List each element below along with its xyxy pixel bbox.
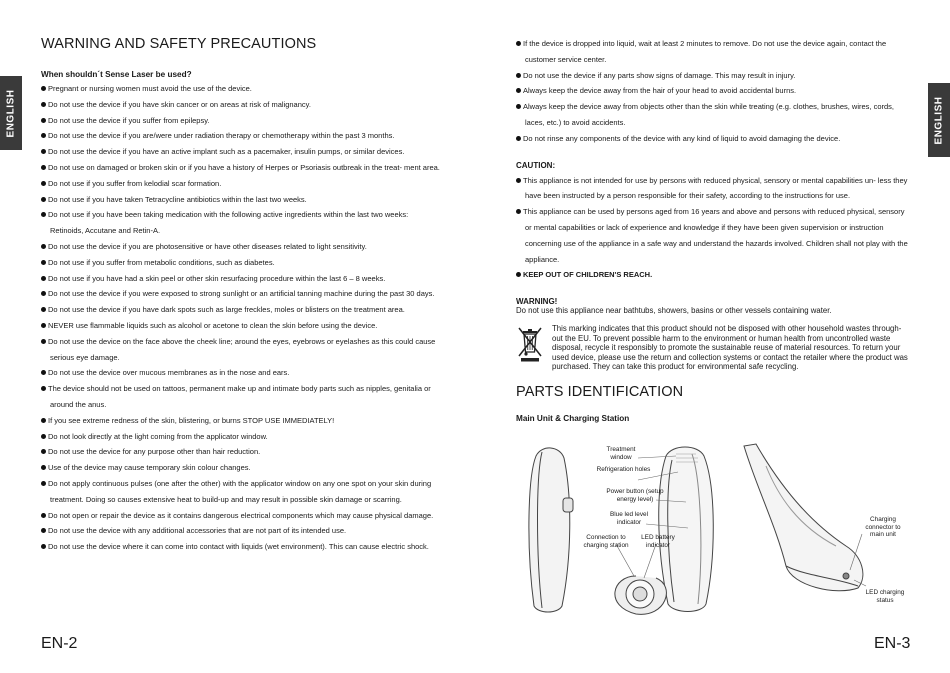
bullet-icon [41,339,46,344]
list-item: Do not open or repair the device as it contains dangerous electrical components which may cause physical damage. [41,508,441,524]
bullet-icon [41,307,46,312]
list-item: NEVER use flammable liquids such as alcohol or acetone to clean the skin before using the device. [41,318,441,334]
page-title-warnings: WARNING AND SAFETY PRECAUTIONS [41,36,317,52]
bullet-icon [41,291,46,296]
warning-text: Do not use this appliance near bathtubs, showers, basins or other vessels containing water. [516,306,832,316]
bullet-icon [41,181,46,186]
parts-illustration [516,436,916,616]
list-item: Do not use on damaged or broken skin or if you have a history of Herpes or Psoriasis outbreak in the treat- ment area. [41,160,441,176]
bullet-icon [41,149,46,154]
list-item: This appliance is not intended for use by persons with reduced physical, sensory or mental capabilities un- less they have been instructed by a person responsible for their safety, according to the instructions for use. [516,173,911,205]
weee-text: This marking indicates that this product should not be disposed with other household wastes through- out the EU. To prevent possible harm to the environment or human health from uncontrolled waste disposal, recycle it responsibly to promote the sustainable reuse of material resources. To return your used device, please use the return and collection systems or contact the retailer where the product was purchased. They can take this product for environmental safe recycling. [552,324,908,372]
list-item: If the device is dropped into liquid, wait at least 2 minutes to remove. Do not use the device again, contact the customer service center. [516,36,911,68]
bullet-icon [41,544,46,549]
bullet-icon [41,370,46,375]
list-item: Do not use the device if any parts show signs of damage. This may result in injury. [516,68,911,84]
bullet-icon [516,73,521,78]
list-item: If you see extreme redness of the skin, blistering, or burns STOP USE IMMEDIATELY! [41,413,441,429]
bullet-icon [41,386,46,391]
bullet-icon [41,323,46,328]
list-item: Do not use if you have been taking medication with the following active ingredients within the last two weeks: Retinoids, Accutane and Retin-A. [41,207,441,239]
list-item: Do not use the device on the face above the cheek line; around the eyes, eyebrows or eyelashes as this could cause serious eye damage. [41,334,441,366]
bullet-icon [41,86,46,91]
list-item: Do not use the device over mucous membranes as in the nose and ears. [41,365,441,381]
warning-list [41,81,441,555]
callout-connection: Connection to charging station [583,534,629,549]
bullet-icon [41,418,46,423]
left-page [41,36,441,555]
bullet-icon [41,481,46,486]
list-item: This appliance can be used by persons aged from 16 years and above and persons with reduced physical, sensory or mental capabilities or lack of experience and knowledge if they have been given supervision or instruction concerning use of the appliance in a safe way and understand the hazards involved. Children shall not play with the appliance. [516,204,911,267]
crossed-out-bin-icon [516,324,544,364]
callout-led-battery: LED battery indicator [641,534,675,549]
callout-blue-led: Blue led level indicator [609,511,648,526]
list-item: Do not rinse any components of the device with any kind of liquid to avoid damaging the device. [516,131,911,147]
list-item: Do not use the device if you are/were under radiation therapy or chemotherapy within the past 3 months. [41,128,441,144]
bullet-icon [41,260,46,265]
bullet-icon [41,513,46,518]
list-item: Do not use the device for any purpose other than hair reduction. [41,444,441,460]
callout-refrigeration-holes: Refrigeration holes [596,466,651,473]
warning-heading: WARNING! [516,297,558,307]
callout-charging-connector: Charging connector to main unit [865,516,901,538]
bullet-icon [41,102,46,107]
list-item: Always keep the device away from the hair of your head to avoid accidental burns. [516,83,911,99]
list-item: Use of the device may cause temporary skin colour changes. [41,460,441,476]
bullet-icon [41,528,46,533]
bullet-icon [41,197,46,202]
bullet-icon [516,41,521,46]
page-number-left: EN-2 [41,635,78,652]
list-item: KEEP OUT OF CHILDREN'S REACH. [516,267,911,283]
question-heading: When shouldn´t Sense Laser be used? [41,70,192,79]
list-item: Do not use the device if you were exposed to strong sunlight or an artificial tanning machine during the past 30 days. [41,286,441,302]
list-item: Do not use if you suffer from kelodial scar formation. [41,176,441,192]
list-item: Do not use the device where it can come into contact with liquids (wet environment). This can cause electric shock. [41,539,441,555]
parts-subtitle: Main Unit & Charging Station [516,413,630,423]
list-item: Do not use the device with any additional accessories that are not part of its intended use. [41,523,441,539]
list-item: Do not use if you have had a skin peel or other skin resurfacing procedure within the last 6 – 8 weeks. [41,271,441,287]
caution-bold-list [516,267,911,283]
bullet-icon [516,88,521,93]
bullet-icon [516,178,521,183]
list-item: Do not look directly at the light coming from the applicator window. [41,429,441,445]
caution-heading: CAUTION: [516,160,556,170]
list-item: Do not use the device if you are photosensitive or have other diseases related to light sensitivity. [41,239,441,255]
list-item: Do not use the device if you suffer from epilepsy. [41,113,441,129]
language-tab-right: ENGLISH [928,83,950,157]
list-item: Do not use the device if you have skin cancer or on areas at risk of malignancy. [41,97,441,113]
list-item: Do not apply continuous pulses (one after the other) with the applicator window on any one spot on your skin during treatment. Doing so causes extensive heat to build-up and may result in possible skin damage or scarring. [41,476,441,508]
list-item: Pregnant or nursing women must avoid the use of the device. [41,81,441,97]
parts-title: PARTS IDENTIFICATION [516,383,684,400]
bullet-icon [516,209,521,214]
bullet-icon [41,244,46,249]
bullet-icon [516,272,521,277]
bullet-icon [41,465,46,470]
bullet-icon [41,165,46,170]
callout-led-charging: LED charging status [865,589,905,604]
warning-list-continued [516,36,911,147]
bullet-icon [516,136,521,141]
bullet-icon [41,434,46,439]
list-item: Do not use the device if you have dark spots such as large freckles, moles or blisters on the treatment area. [41,302,441,318]
bullet-icon [41,449,46,454]
list-item: Do not use the device if you have an active implant such as a pacemaker, insulin pumps, or similar devices. [41,144,441,160]
list-item: Do not use if you suffer from metabolic conditions, such as diabetes. [41,255,441,271]
language-tab-left: ENGLISH [0,76,22,150]
bullet-icon [516,104,521,109]
callout-treatment-window: Treatment window [606,446,636,461]
list-item: Do not use if you have taken Tetracycline antibiotics within the last two weeks. [41,192,441,208]
bullet-icon [41,118,46,123]
list-item: Always keep the device away from objects other than the skin while treating (e.g. clothes, brushes, wires, cords, laces, etc.) to avoid accidents. [516,99,911,131]
bullet-icon [41,212,46,217]
page-number-right: EN-3 [874,635,911,652]
weee-notice [516,324,911,372]
device-drawing [516,436,916,616]
right-page [516,36,911,423]
bullet-icon [41,276,46,281]
bullet-icon [41,133,46,138]
callout-power-button: Power button (setup energy level) [606,488,664,503]
list-item: The device should not be used on tattoos, permanent make up and intimate body parts such as nipples, genitalia or around the anus. [41,381,441,413]
caution-list [516,173,911,268]
